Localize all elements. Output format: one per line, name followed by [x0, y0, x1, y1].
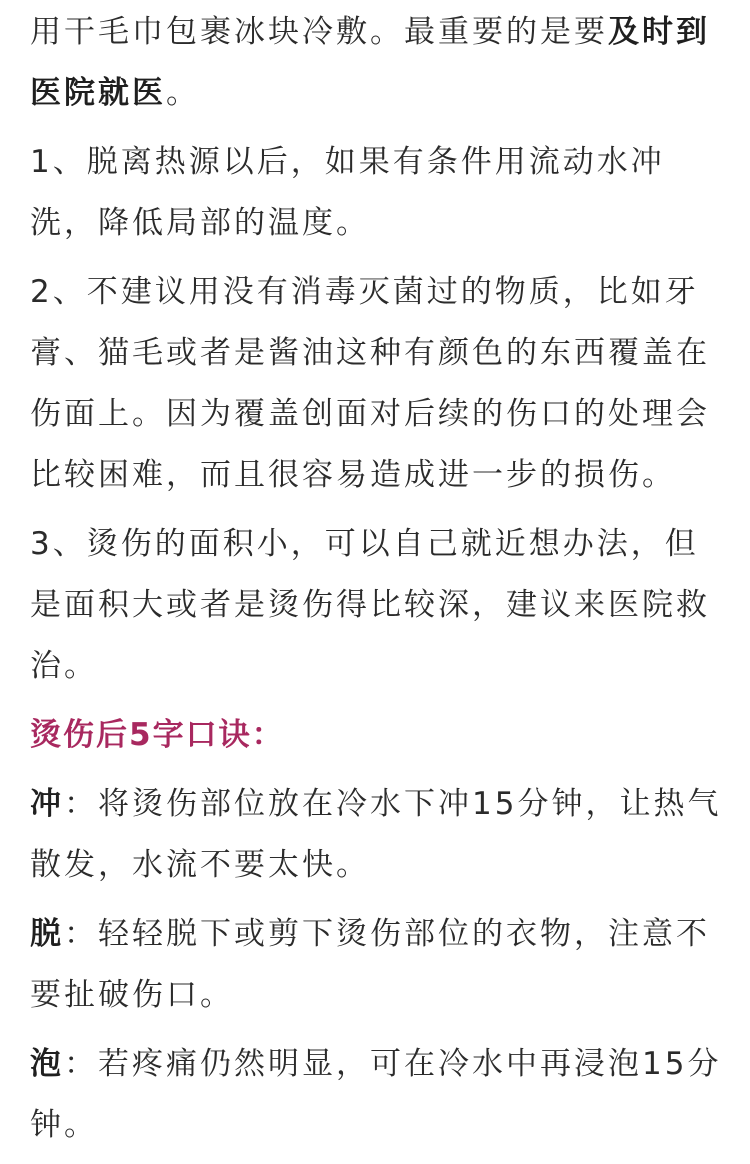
- tip-key: 脱: [30, 916, 64, 952]
- tip-key: 冲: [30, 786, 64, 822]
- tip-separator: ：: [64, 786, 98, 822]
- tip-text: 轻轻脱下或剪下烫伤部位的衣物，注意不要扯破伤口。: [30, 916, 710, 1013]
- intro-paragraph: [30, 2, 730, 124]
- section-heading: 烫伤后5字口诀：: [30, 717, 285, 753]
- tip-text: 将烫伤部位放在冷水下冲15分钟，让热气散发，水流不要太快。: [30, 786, 722, 883]
- intro-text: 用干毛巾包裹冰块冷敷。最重要的是要: [30, 14, 608, 50]
- tip-text: 若疼痛仍然明显，可在冷水中再浸泡15分钟。: [30, 1046, 722, 1143]
- tip-key: 泡: [30, 1046, 64, 1082]
- tip-item: [30, 904, 730, 1026]
- paragraph-1: 1、脱离热源以后，如果有条件用流动水冲洗，降低局部的温度。: [30, 144, 665, 241]
- paragraph-3: 3、烫伤的面积小，可以自己就近想办法，但是面积大或者是烫伤得比较深，建议来医院救治。: [30, 526, 710, 684]
- intro-emphasis: 及时到医院就医: [30, 14, 710, 111]
- paragraph-2: 2、不建议用没有消毒灭菌过的物质，比如牙膏、猫毛或者是酱油这种有颜色的东西覆盖在伤面上。因为覆盖创面对后续的伤口的处理会比较困难，而且很容易造成进一步的损伤。: [30, 274, 710, 493]
- tip-separator: ：: [64, 1046, 98, 1082]
- article-body: [30, 0, 730, 1164]
- intro-end: 。: [166, 75, 200, 111]
- tip-separator: ：: [64, 916, 98, 952]
- tip-item: [30, 774, 730, 896]
- tip-item: [30, 1034, 730, 1156]
